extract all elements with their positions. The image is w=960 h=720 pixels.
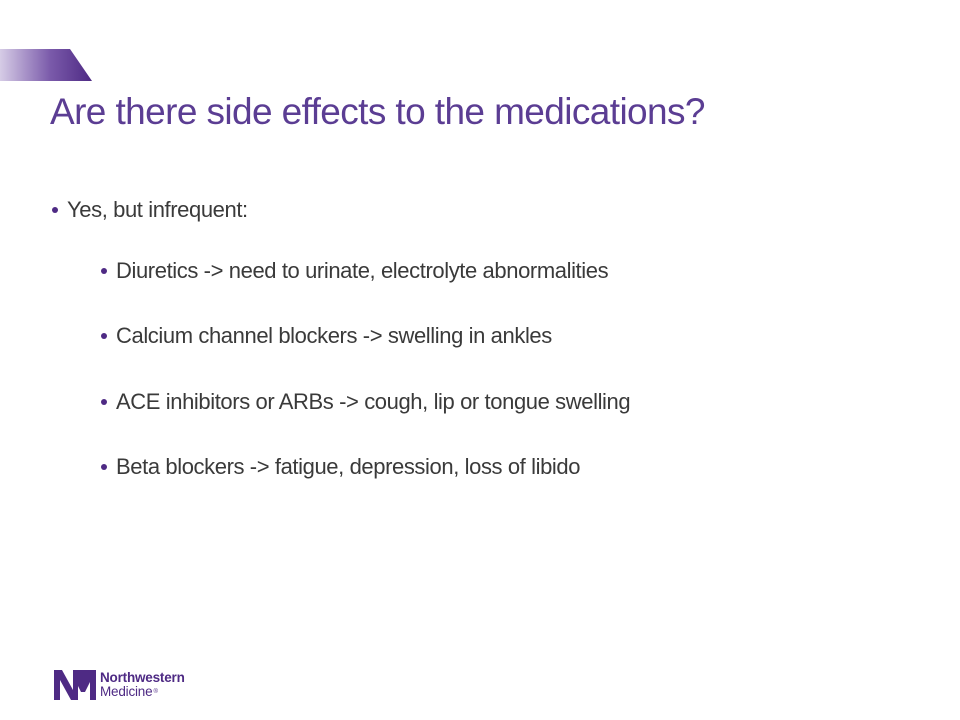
northwestern-medicine-logo xyxy=(54,670,185,700)
sub-bullet-text: ACE inhibitors or ARBs -> cough, lip or tongue swelling xyxy=(116,389,631,414)
sub-bullet-calcium-channel-blockers xyxy=(101,321,552,351)
bullet-dot-icon xyxy=(101,268,107,274)
sub-bullet-beta-blockers xyxy=(101,452,580,482)
sub-bullet-text: Beta blockers -> fatigue, depression, loss of libido xyxy=(116,454,581,479)
logo-wordmark xyxy=(100,671,185,699)
bullet-dot-icon xyxy=(52,207,58,213)
bullet-dot-icon xyxy=(101,333,107,339)
header-accent-bar xyxy=(0,49,92,81)
bullet-text: Yes, but infrequent: xyxy=(67,197,248,222)
logo-line-medicine: Medicine xyxy=(100,684,153,699)
slide-title: Are there side effects to the medications? xyxy=(50,91,705,132)
registered-mark: ® xyxy=(153,689,158,695)
sub-bullet-text: Calcium channel blockers -> swelling in ankles xyxy=(116,323,552,348)
bullet-level1 xyxy=(52,195,248,225)
nm-logo-icon xyxy=(54,670,96,700)
bullet-dot-icon xyxy=(101,399,107,405)
logo-line-northwestern: Northwestern xyxy=(100,670,185,685)
logo-line-medicine-wrap xyxy=(100,685,185,699)
bullet-dot-icon xyxy=(101,464,107,470)
sub-bullet-text: Diuretics -> need to urinate, electrolyte abnormalities xyxy=(116,258,609,283)
sub-bullet-diuretics xyxy=(101,256,608,286)
sub-bullet-ace-inhibitors xyxy=(101,387,630,417)
